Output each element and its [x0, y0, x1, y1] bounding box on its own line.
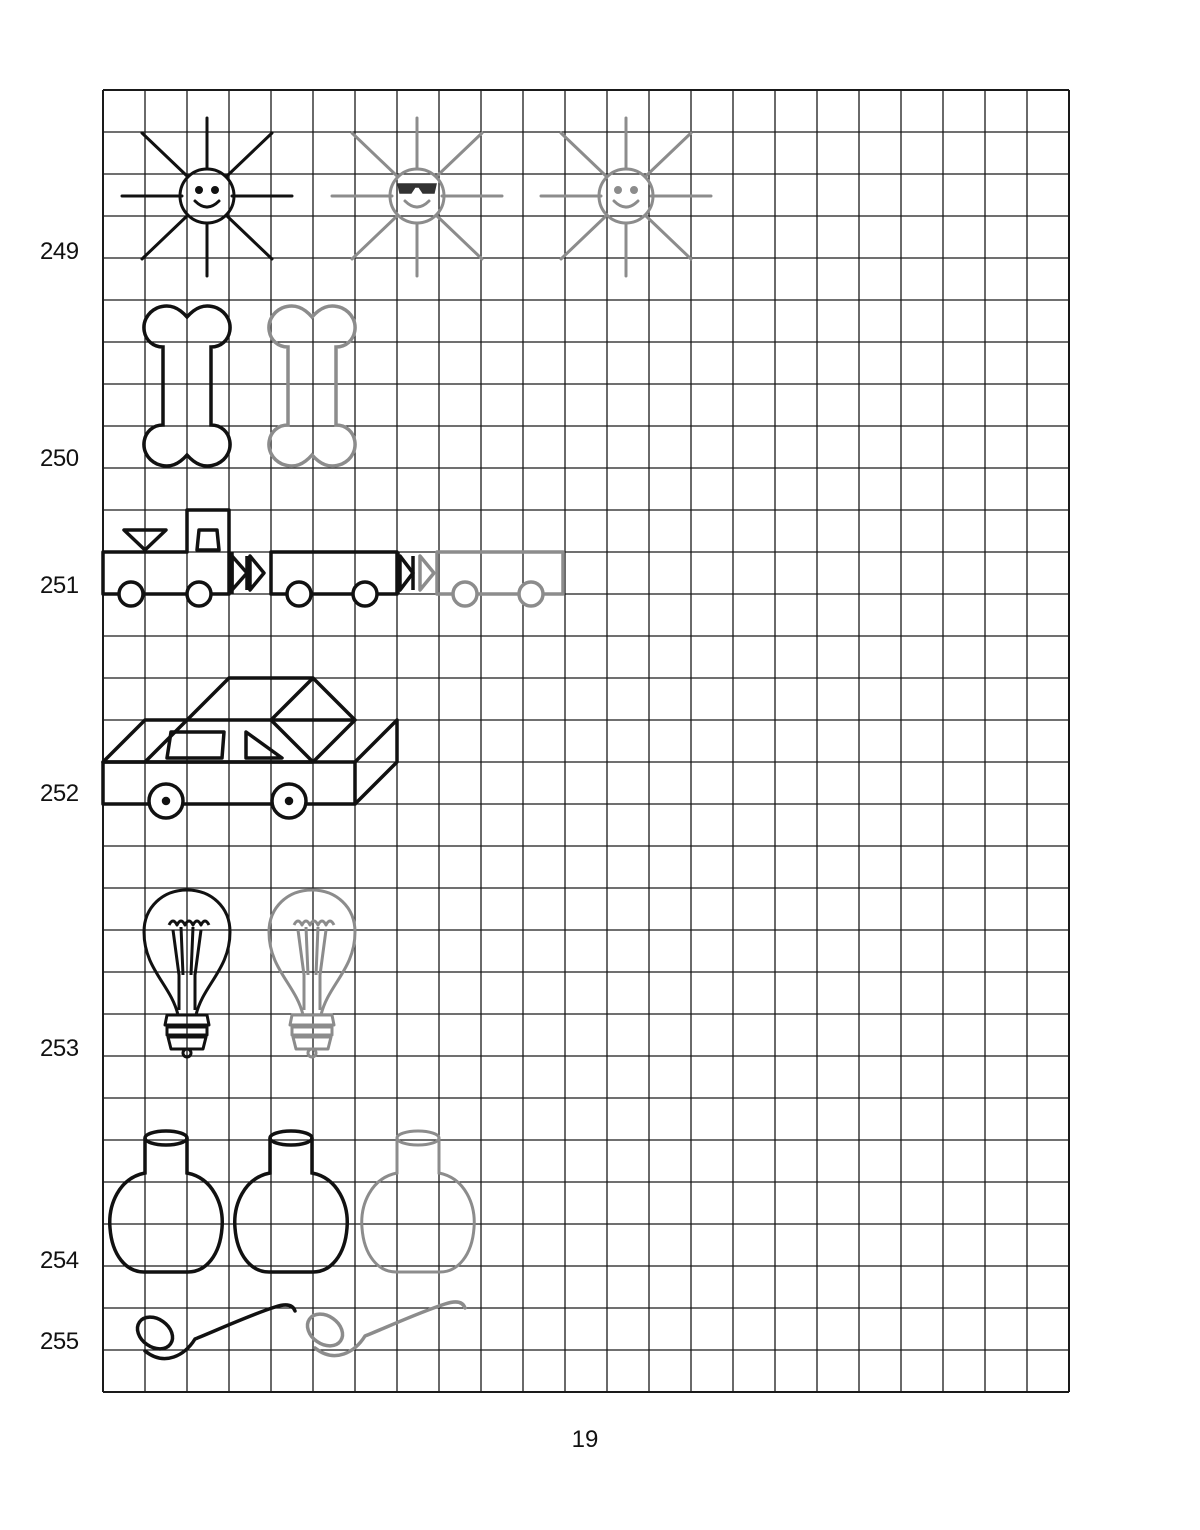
- exercise-number-251: 251: [40, 572, 79, 599]
- light-bulb-drawing-trace: [269, 890, 355, 1057]
- sun-drawing-trace-2: [541, 118, 711, 276]
- vase-drawing-sample-2: [235, 1131, 347, 1272]
- train-drawing-sample: [103, 510, 413, 606]
- bone-drawing-trace: [269, 306, 355, 466]
- page-number: 19: [571, 1426, 599, 1453]
- exercise-number-253: 253: [40, 1035, 79, 1062]
- exercise-number-252: 252: [40, 780, 79, 807]
- grid-paper: [103, 90, 1069, 1392]
- car-drawing-sample: [103, 678, 397, 818]
- vase-drawing-sample: [110, 1131, 222, 1272]
- train-drawing-trace: [420, 552, 563, 606]
- exercise-number-254: 254: [40, 1247, 79, 1274]
- sun-drawing-sample: [122, 118, 292, 276]
- exercise-number-249: 249: [40, 238, 79, 265]
- sun-drawing-trace: [332, 118, 502, 276]
- vase-drawing-trace: [362, 1131, 474, 1272]
- exercise-number-255: 255: [40, 1328, 79, 1355]
- exercise-number-250: 250: [40, 445, 79, 472]
- ladle-drawing-trace: [301, 1302, 465, 1356]
